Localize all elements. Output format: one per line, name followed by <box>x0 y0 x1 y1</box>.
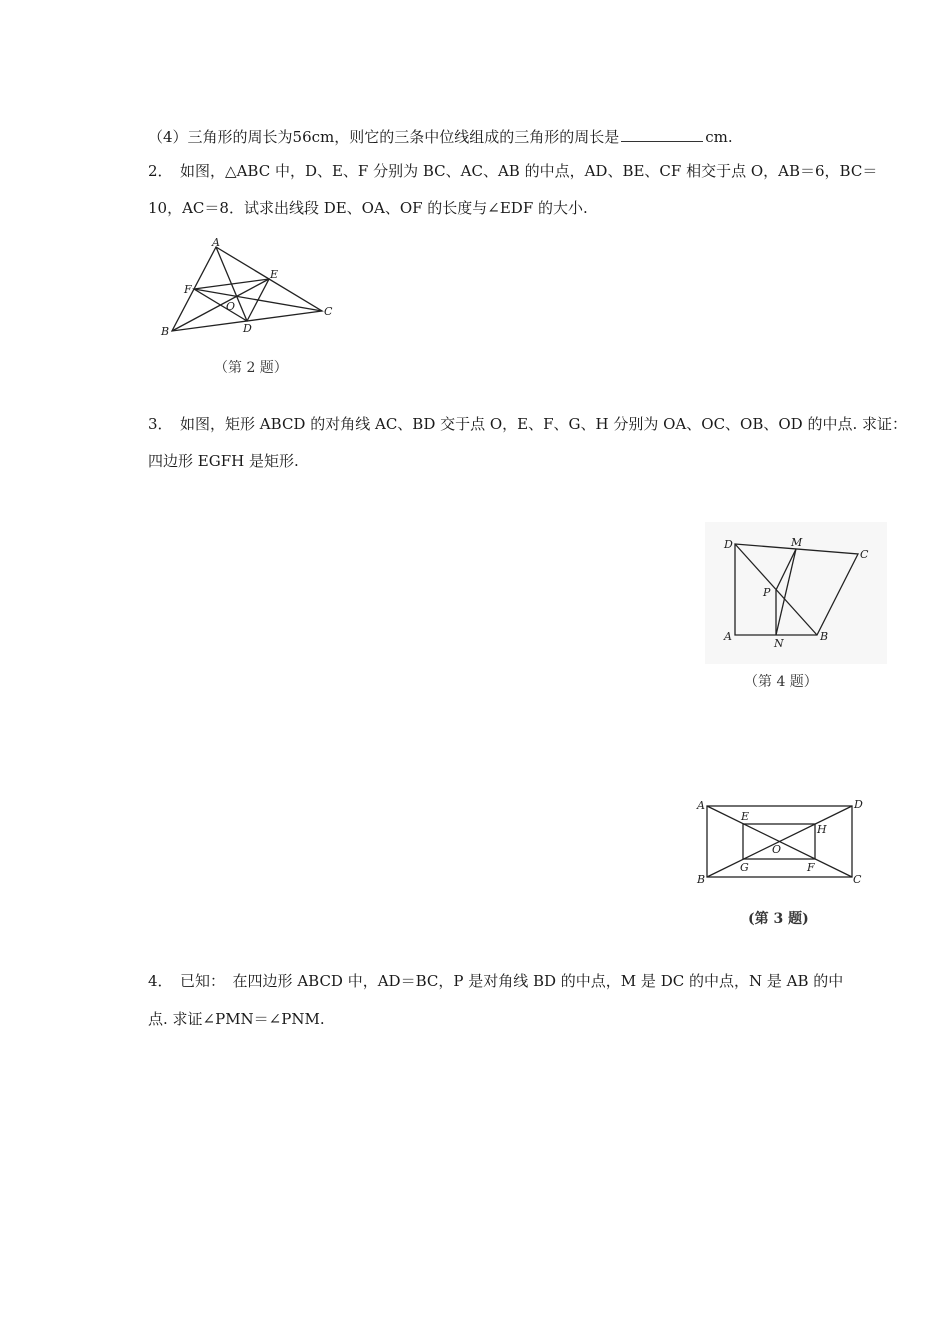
label-f: F <box>807 861 815 874</box>
label-d: D <box>724 538 733 551</box>
figure-2-triangle <box>150 235 350 347</box>
label-a: A <box>724 630 732 643</box>
label-f: F <box>184 283 192 296</box>
label-b: B <box>161 325 170 338</box>
figure-4-quadrilateral <box>705 522 887 664</box>
label-a: A <box>212 236 220 249</box>
question-2-line-2: 10，AC＝8．试求出线段 DE、OA、OF 的长度与∠EDF 的大小. <box>148 199 588 217</box>
label-e: E <box>741 810 750 823</box>
label-p: P <box>763 586 771 599</box>
figure-4-caption: （第 4 题） <box>744 674 818 690</box>
label-b: B <box>697 873 706 886</box>
figure-3-caption: (第 3 题) <box>748 911 809 927</box>
question-3-line-2: 四边形 EGFH 是矩形. <box>148 452 299 470</box>
label-n: N <box>774 637 784 650</box>
label-d: D <box>243 322 252 335</box>
label-a: A <box>697 799 705 812</box>
question-1-4 <box>148 127 733 147</box>
question-1-4-suffix: cm. <box>705 128 733 146</box>
question-3-line-1: 3． 如图，矩形 ABCD 的对角线 AC、BD 交于点 O，E、F、G、H 分别为 OA、OC、OB、OD 的中点. 求证： <box>148 415 907 433</box>
question-4-line-2: 点. 求证∠PMN＝∠PNM. <box>148 1010 325 1028</box>
figure-2-caption: （第 2 题） <box>214 360 288 376</box>
label-o: O <box>226 300 236 313</box>
label-c: C <box>860 548 869 561</box>
answer-blank <box>621 127 703 142</box>
question-1-4-prefix: （4）三角形的周长为56cm，则它的三条中位线组成的三角形的周长是 <box>148 128 620 146</box>
label-h: H <box>817 823 827 836</box>
label-o: O <box>772 843 782 856</box>
label-e: E <box>270 268 279 281</box>
figure-3-rectangle <box>692 795 872 890</box>
label-b: B <box>820 630 829 643</box>
question-4-line-1: 4． 已知： 在四边形 ABCD 中，AD＝BC，P 是对角线 BD 的中点，M 是 DC 的中点，N 是 AB 的中 <box>148 972 844 990</box>
label-c: C <box>324 305 333 318</box>
label-g: G <box>740 861 749 874</box>
label-d: D <box>854 798 863 811</box>
label-c: C <box>853 873 862 886</box>
label-m: M <box>791 536 803 549</box>
question-2-line-1: 2． 如图，△ABC 中，D、E、F 分别为 BC、AC、AB 的中点，AD、BE、CF 相交于点 O，AB＝6，BC＝ <box>148 162 878 180</box>
